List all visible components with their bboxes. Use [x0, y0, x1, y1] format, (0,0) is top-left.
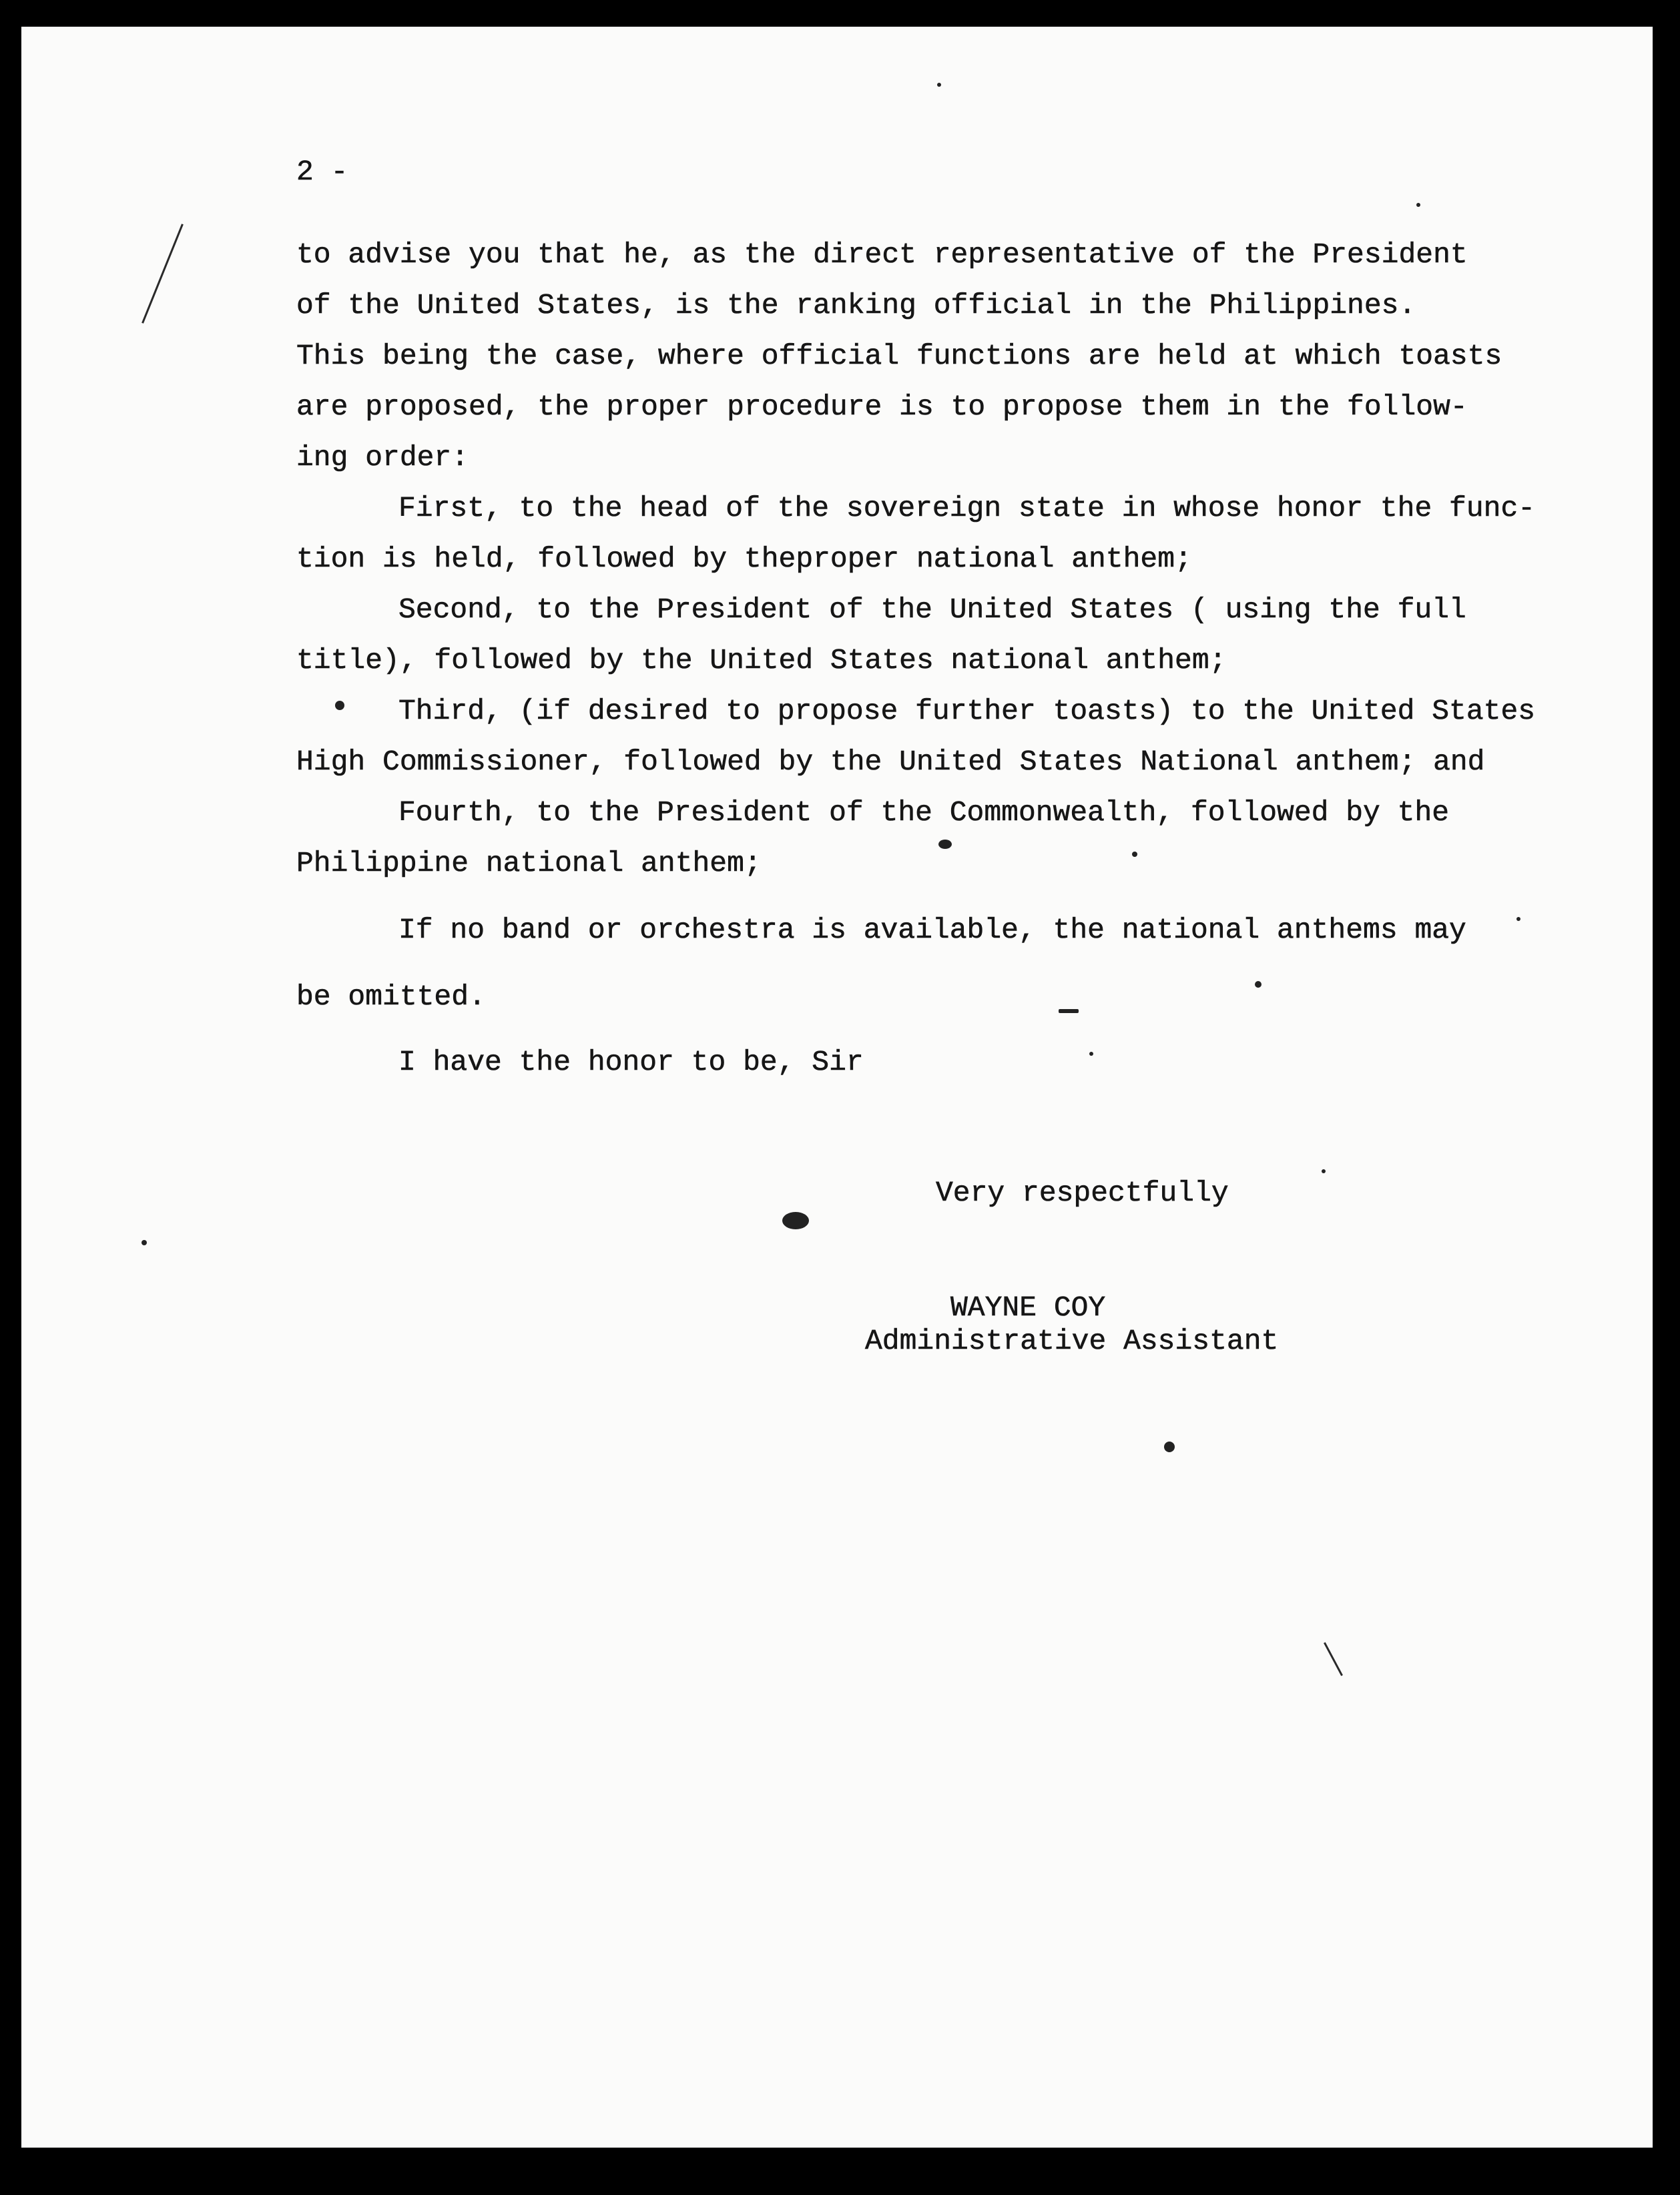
- ink-speck: [782, 1212, 809, 1229]
- body-line: Third, (if desired to propose further toasts) to the United States: [398, 695, 1536, 727]
- body-line: Philippine national anthem;: [296, 847, 762, 880]
- ink-speck: [335, 701, 344, 710]
- closing-paragraph-line: If no band or orchestra is available, the national anthems may: [398, 914, 1466, 946]
- ink-speck: [1516, 917, 1520, 921]
- body-line: to advise you that he, as the direct representative of the President: [296, 238, 1468, 271]
- letter-page: [21, 27, 1653, 2148]
- ink-speck: [1164, 1442, 1175, 1452]
- ink-speck: [142, 1240, 147, 1245]
- complimentary-close: Very respectfully: [936, 1177, 1229, 1209]
- body-line: tion is held, followed by theproper national anthem;: [296, 543, 1192, 575]
- body-line: High Commissioner, followed by the United States National anthem; and: [296, 745, 1485, 778]
- page-number: 2 -: [296, 155, 348, 188]
- body-line: of the United States, is the ranking official in the Philippines.: [296, 289, 1416, 322]
- ink-speck: [1089, 1052, 1093, 1056]
- body-line: This being the case, where official functions are held at which toasts: [296, 340, 1502, 372]
- courtesy-line: I have the honor to be, Sir: [398, 1046, 864, 1078]
- ink-speck: [1132, 852, 1137, 857]
- body-line: title), followed by the United States national anthem;: [296, 644, 1227, 677]
- signer-name: WAYNE COY: [950, 1291, 1106, 1324]
- ink-speck: [1322, 1169, 1326, 1173]
- ink-speck: [1416, 203, 1420, 207]
- body-line: Fourth, to the President of the Commonwealth, followed by the: [398, 796, 1450, 829]
- body-line: Second, to the President of the United States ( using the full: [398, 593, 1466, 626]
- stray-mark: [1324, 1642, 1343, 1676]
- body-line: ing order:: [296, 441, 469, 474]
- ink-speck: [1059, 1009, 1079, 1013]
- pencil-mark: [142, 224, 184, 323]
- ink-speck: [938, 840, 952, 849]
- body-line: First, to the head of the sovereign state in whose honor the func-: [398, 492, 1536, 525]
- closing-paragraph-line: be omitted.: [296, 980, 486, 1013]
- ink-speck: [1255, 981, 1262, 988]
- signer-title: Administrative Assistant: [865, 1325, 1279, 1357]
- body-line: are proposed, the proper procedure is to propose them in the follow-: [296, 390, 1468, 423]
- ink-speck: [937, 83, 941, 87]
